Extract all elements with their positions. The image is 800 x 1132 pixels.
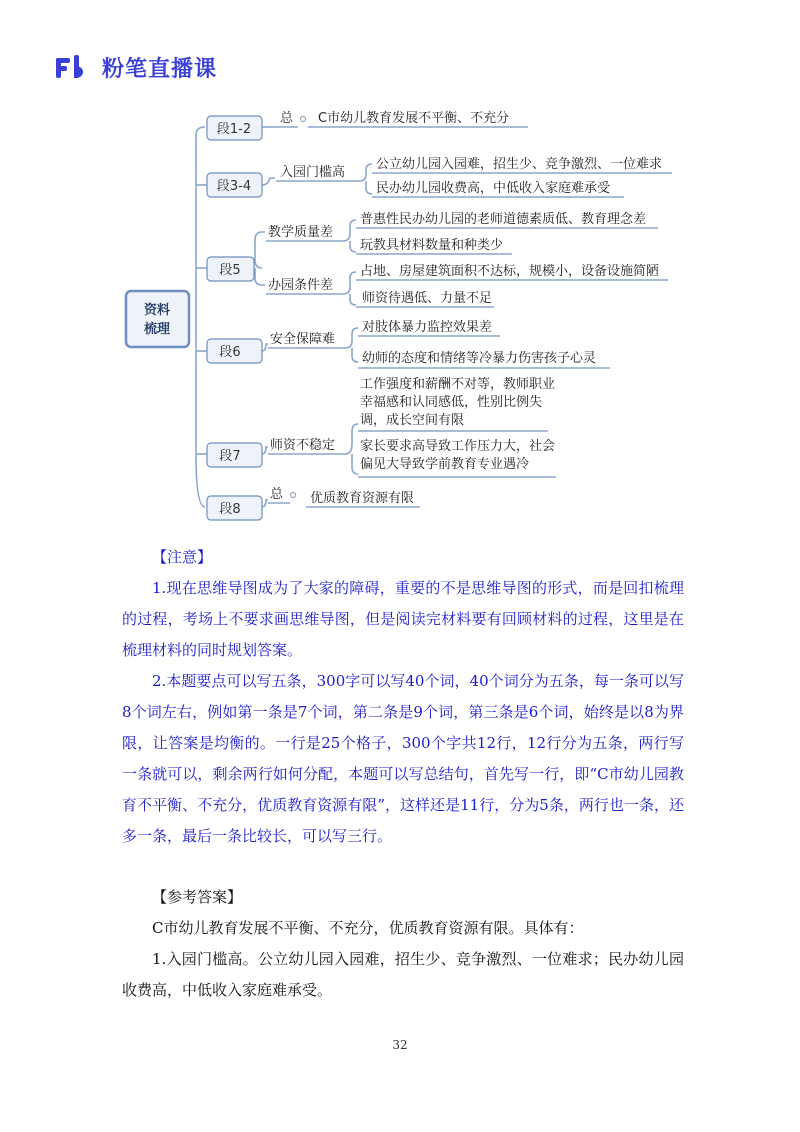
notes-paragraph-1: 1.现在思维导图成为了大家的障碍，重要的不是思维导图的形式，而是回扣梳理的过程，考场上不要求画思维导图，但是阅读完材料要有回顾材料的过程，这里是在梳理材料的同时规划答案。 xyxy=(122,579,684,659)
root-label-line2: 梳理 xyxy=(143,322,171,337)
item-text: 优质教育资源有限 xyxy=(310,491,415,506)
mind-map xyxy=(0,0,800,540)
notes-section xyxy=(122,542,684,852)
item-text: 工作强度和薪酬不对等，教师职业幸福感和认同感低，性别比例失调，成长空间有限 xyxy=(360,377,556,428)
section-label: 段6 xyxy=(219,345,241,360)
item-text: 公立幼儿园入园难，招生少、竞争激烈、一位难求 xyxy=(376,157,663,172)
topic-label: 安全保障难 xyxy=(270,332,336,347)
root-label-line1: 资料 xyxy=(143,303,171,318)
item-text: 普惠性民办幼儿园的老师道德素质低、教育理念差 xyxy=(360,212,647,227)
item-text: 师资待遇低、力量不足 xyxy=(362,291,493,306)
answer-section xyxy=(122,882,684,1006)
answer-title: 【参考答案】 xyxy=(152,888,243,906)
page-number: 32 xyxy=(392,1038,408,1052)
section-label: 段1-2 xyxy=(216,122,252,137)
answer-paragraph-1: C市幼儿教育发展不平衡、不充分，优质教育资源有限。具体有： xyxy=(152,919,584,937)
section-label: 段5 xyxy=(219,263,241,278)
notes-paragraph-2: 2.本题要点可以写五条，300字可以写40个词，40个词分为五条，每一条可以写8个词左右，例如第一条是7个词，第二条是9个词，第三条是6个词，始终是以8为界限，让答案是均衡的。一行是25个格子，300个字共12行，12行分为五条，两行写一条就可以，剩余两行如何分配，本题可以写总结句，首先写一行，即“C市幼儿园教育不平衡、不充分，优质教育资源有限”，这样还是11行，分为5条，两行也一条，还多一条，最后一条比较长，可以写三行。 xyxy=(122,672,684,845)
topic-label: 教学质量差 xyxy=(268,225,334,240)
item-text: 玩教具材料数量和种类少 xyxy=(360,238,504,253)
topic-label: 总 xyxy=(270,487,284,502)
item-text: 家长要求高导致工作压力大，社会偏见大导致学前教育专业遇冷 xyxy=(360,439,556,472)
topic-label: 办园条件差 xyxy=(268,278,334,293)
section-label: 段7 xyxy=(219,449,241,464)
answer-paragraph-2: 1.入园门槛高。公立幼儿园入园难，招生少、竞争激烈、一位难求；民办幼儿园收费高，中低收入家庭难承受。 xyxy=(122,950,684,999)
section-label: 段8 xyxy=(219,502,241,517)
section-label: 段3-4 xyxy=(216,179,252,194)
logo-text: 粉笔直播课 xyxy=(102,57,218,82)
topic-label: 入园门槛高 xyxy=(280,165,346,180)
item-text: 幼师的态度和情绪等冷暴力伤害孩子心灵 xyxy=(362,351,597,366)
topic-label: 总 xyxy=(280,111,294,126)
root-node xyxy=(126,291,189,347)
topic-label: 师资不稳定 xyxy=(270,438,336,453)
notes-title: 【注意】 xyxy=(152,548,213,566)
item-text: C市幼儿教育发展不平衡、不充分 xyxy=(318,111,510,126)
item-text: 对肢体暴力监控效果差 xyxy=(362,320,493,335)
item-text: 占地、房屋建筑面积不达标，规模小，设备设施简陋 xyxy=(360,264,660,279)
item-text: 民办幼儿园收费高，中低收入家庭难承受 xyxy=(376,181,611,196)
